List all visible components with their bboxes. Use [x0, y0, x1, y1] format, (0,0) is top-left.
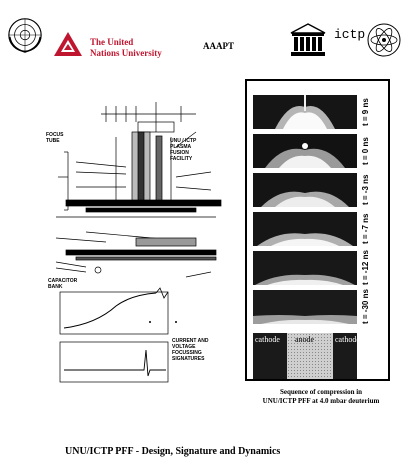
pff-schematic-diagram	[46, 92, 222, 392]
unesco-temple-icon	[290, 23, 326, 57]
frame-3-time: t = -3 ns	[361, 174, 370, 206]
unu-name	[90, 37, 162, 59]
anode-label: anode	[295, 335, 315, 344]
facility-label: UNU / ICTP PLASMA FUSION FACILITY	[170, 138, 197, 162]
frame-2	[253, 134, 357, 168]
ictp-label: ictp	[334, 27, 366, 42]
electrode-band	[253, 333, 360, 379]
frame-1-time: t = 9 ns	[361, 98, 370, 126]
frame-4-image	[253, 212, 357, 246]
signatures-label: CURRENT AND VOLTAGE FOCUSSING SIGNATURES	[172, 338, 209, 362]
frame-4-time: t = -7 ns	[361, 213, 370, 245]
un-emblem-icon	[6, 16, 44, 54]
compression-sequence-panel	[245, 79, 390, 381]
frame-2-image	[253, 134, 357, 168]
aaapt-label: AAAPT	[203, 41, 234, 51]
frame-1-image	[253, 95, 357, 129]
frame-5-time: t = -12 ns	[361, 250, 370, 285]
frame-2-time: t = 0 ns	[361, 137, 370, 165]
frame-6-image	[253, 290, 357, 324]
cathode-right-label: cathode	[335, 335, 360, 344]
slide-title: UNU/ICTP PFF - Design, Signature and Dynamics	[65, 446, 281, 457]
cathode-left-label: cathode	[255, 335, 280, 344]
sequence-caption-line2: UNU/ICTP PFF at 4.0 mbar deuterium	[262, 397, 380, 405]
capacitor-bank-label: CAPACITOR BANK	[48, 278, 78, 290]
frame-4	[253, 212, 357, 246]
unu-name-line2: Nations University	[90, 48, 162, 58]
frame-5	[253, 251, 357, 285]
ictp-atom-icon	[366, 22, 402, 58]
frame-5-image	[253, 251, 357, 285]
frame-6	[253, 290, 357, 324]
focus-tube-label: FOCUS TUBE	[46, 132, 64, 144]
unu-name-line1: The United	[90, 37, 134, 47]
frame-1	[253, 95, 357, 129]
frame-3-image	[253, 173, 357, 207]
sequence-caption-line1: Sequence of compression in	[279, 388, 363, 396]
frame-6-time: t = -30 ns	[361, 289, 370, 324]
unu-logo-icon	[53, 31, 83, 57]
sequence-caption	[256, 388, 386, 406]
frame-3	[253, 173, 357, 207]
